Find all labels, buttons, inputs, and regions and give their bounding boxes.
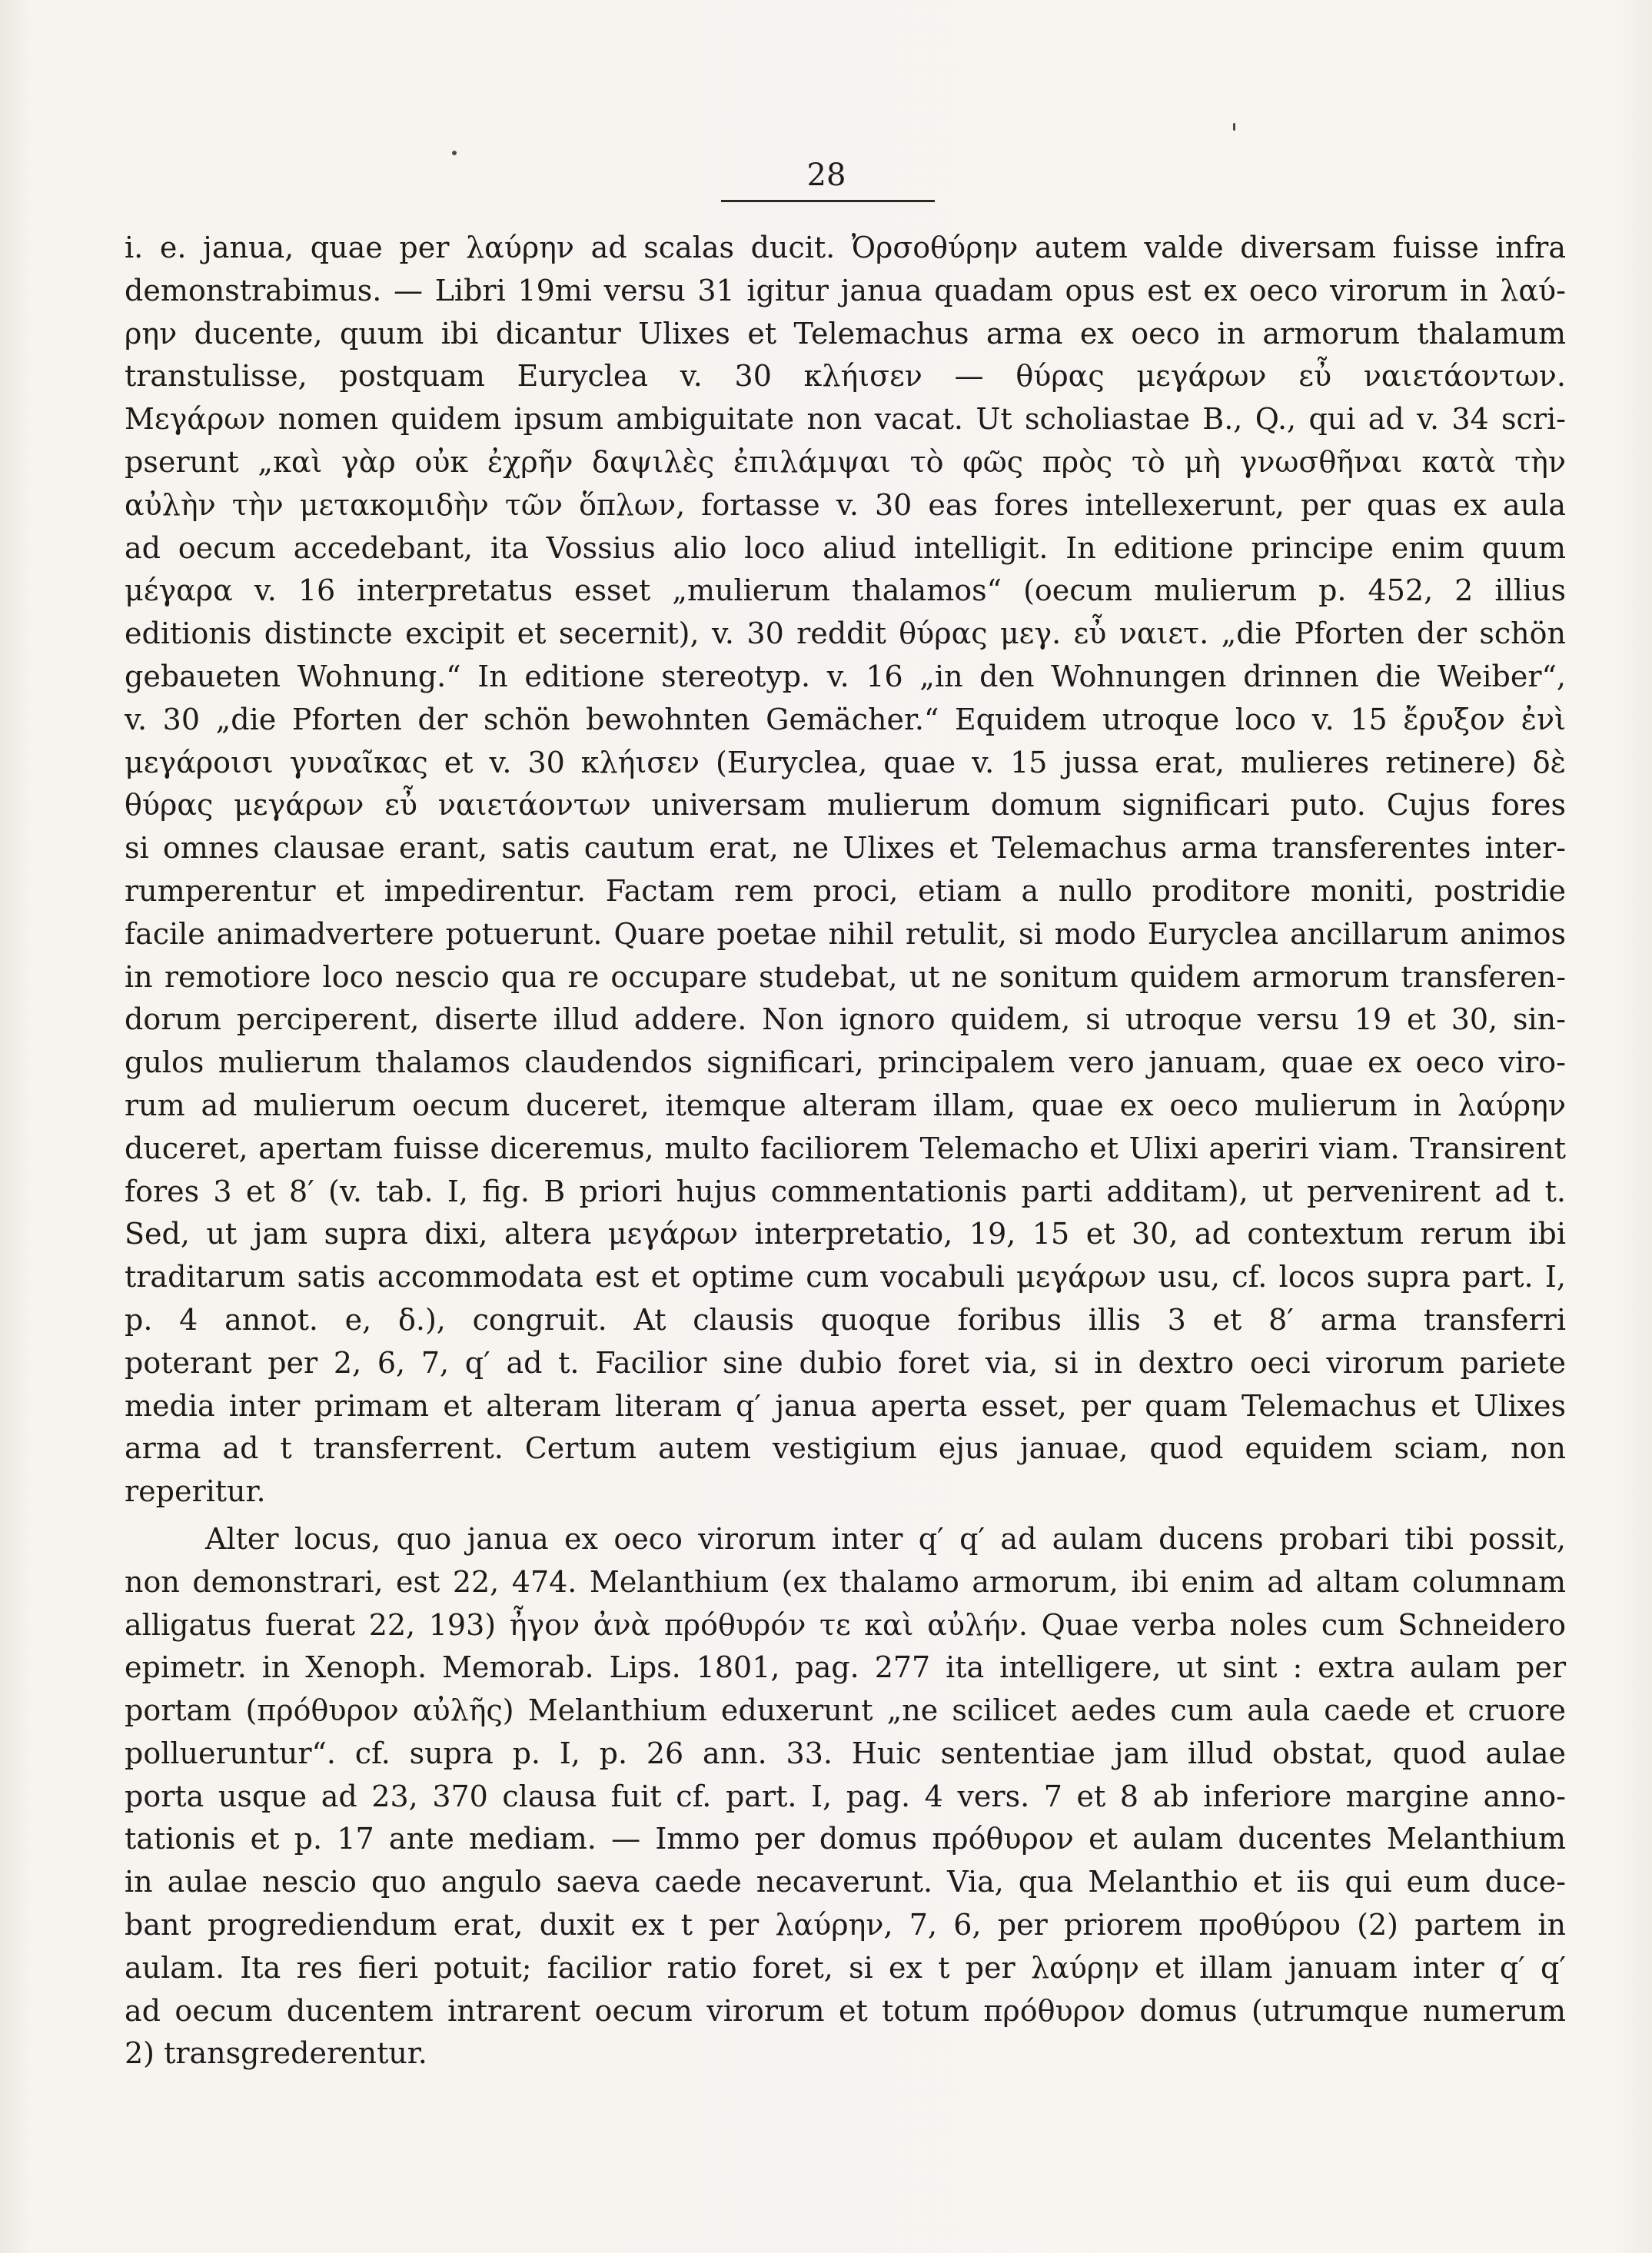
text-line: epimetr. in Xenoph. Memorab. Lips. 1801, pag. 277 ita intelligere, ut sint : extra aulam per: [125, 1650, 1566, 1685]
text-line: demonstrabimus. — Libri 19mi versu 31 igitur janua quadam opus est ex oeco virorum in λαύ-: [125, 273, 1566, 307]
text-line: porta usque ad 23, 370 clausa fuit cf. part. I, pag. 4 vers. 7 et 8 ab inferiore margine anno-: [125, 1779, 1566, 1813]
text-line: in remotiore loco nescio qua re occupare studebat, ut ne sonitum quidem armorum transferen-: [125, 959, 1566, 994]
body-text: [125, 227, 1566, 2075]
text-line: fores 3 et 8′ (v. tab. I, fig. B priori hujus commentationis parti additam), ut pervenirent ad t.: [125, 1174, 1566, 1208]
text-line: aulam. Ita res fieri potuit; facilior ratio foret, si ex t per λαύρην et illam januam inter q′ q′: [125, 1950, 1566, 1985]
text-line: si omnes clausae erant, satis cautum erat, ne Ulixes et Telemachus arma transferentes inter-: [125, 831, 1566, 866]
ink-speck: [1233, 123, 1235, 131]
text-line: ad oecum accedebant, ita Vossius alio loco aliud intelligit. In editione principe enim quum: [125, 530, 1566, 565]
text-line: pollueruntur“. cf. supra p. I, p. 26 ann. 33. Huic sententiae jam illud obstat, quod aulae: [125, 1736, 1566, 1770]
text-line: alligatus fuerat 22, 193) ἦγον ἀνὰ πρόθυρόν τε καὶ αὐλήν. Quae verba noles cum Schneidero: [125, 1607, 1566, 1642]
text-line: p. 4 annot. e, δ.), congruit. At clausis quoque foribus illis 3 et 8′ arma transferri: [125, 1302, 1566, 1337]
text-line: media inter primam et alteram literam q′ janua aperta esset, per quam Telemachus et Ulixes: [125, 1388, 1566, 1423]
text-line: portam (πρόθυρον αὐλῆς) Melanthium eduxerunt „ne scilicet aedes cum aula caede et cruore: [125, 1693, 1566, 1728]
text-line: arma ad t transferrent. Certum autem vestigium ejus januae, quod equidem sciam, non: [125, 1431, 1566, 1466]
text-line: μέγαρα v. 16 interpretatus esset „mulierum thalamos“ (oecum mulierum p. 452, 2 illius: [125, 573, 1566, 608]
text-line: Sed, ut jam supra dixi, altera μεγάρων interpretatio, 19, 15 et 30, ad contextum rerum ibi: [125, 1217, 1566, 1251]
text-line: v. 30 „die Pforten der schön bewohnten Gemächer.“ Equidem utroque loco v. 15 ἔρυξον ἐνὶ: [125, 702, 1566, 736]
text-line: i. e. janua, quae per λαύρην ad scalas ducit. Ὀρσοθύρην autem valde diversam fuisse infra: [125, 231, 1566, 264]
text-line: ad oecum ducentem intrarent oecum virorum et totum πρόθυρον domus (utrumque numerum: [125, 1993, 1566, 2028]
text-line: Alter locus, quo janua ex oeco virorum inter q′ q′ ad aulam ducens probari tibi possit,: [205, 1521, 1566, 1556]
text-line: duceret, apertam fuisse diceremus, multo faciliorem Telemacho et Ulixi aperiri viam. Transirent: [125, 1131, 1566, 1165]
text-line: bant progrediendum erat, duxit ex t per λαύρην, 7, 6, per priorem προθύρου (2) partem in: [125, 1908, 1566, 1942]
header-rule: [721, 200, 935, 202]
page-number: 28: [806, 158, 846, 193]
text-line: θύρας μεγάρων εὖ ναιετάοντων universam mulierum domum significari puto. Cujus fores: [125, 788, 1566, 822]
text-line: rumperentur et impedirentur. Factam rem proci, etiam a nullo proditore moniti, postridie: [125, 873, 1566, 908]
text-line: traditarum satis accommodata est et optime cum vocabuli μεγάρων usu, cf. locos supra part. I,: [125, 1260, 1566, 1294]
text-line: 2) transgrederentur.: [125, 2036, 427, 2071]
text-line: in aulae nescio quo angulo saeva caede necaverunt. Via, qua Melanthio et iis qui eum duce-: [125, 1865, 1566, 1899]
text-line: rum ad mulierum oecum duceret, itemque alteram illam, quae ex oeco mulierum in λαύρην: [125, 1088, 1566, 1122]
ink-speck: [452, 151, 457, 155]
text-line: facile animadvertere potuerunt. Quare poetae nihil retulit, si modo Euryclea ancillarum animos: [125, 916, 1566, 951]
text-line: transtulisse, postquam Euryclea v. 30 κλήισεν — θύρας μεγάρων εὖ ναιετάοντων.: [125, 359, 1566, 394]
text-line: editionis distincte excipit et secernit), v. 30 reddit θύρας μεγ. εὖ ναιετ. „die Pforten der schön: [125, 616, 1566, 651]
text-line: pserunt „καὶ γὰρ οὐκ ἐχρῆν δαψιλὲς ἐπιλάμψαι τὸ φῶς πρὸς τὸ μὴ γνωσθῆναι κατὰ τὴν: [125, 444, 1566, 479]
text-line: dorum perciperent, diserte illud addere. Non ignoro quidem, si utroque versu 19 et 30, sin-: [125, 1002, 1566, 1037]
text-line: Μεγάρων nomen quidem ipsum ambiguitate non vacat. Ut scholiastae B., Q., qui ad v. 34 scri-: [125, 402, 1566, 437]
text-line: μεγάροισι γυναῖκας et v. 30 κλήισεν (Euryclea, quae v. 15 jussa erat, mulieres retinere) δὲ: [125, 745, 1566, 779]
text-line: reperitur.: [125, 1474, 266, 1509]
text-line: gulos mulierum thalamos claudendos significari, principalem vero januam, quae ex oeco viro-: [125, 1045, 1566, 1080]
text-line: gebaueten Wohnung.“ In editione stereotyp. v. 16 „in den Wohnungen drinnen die Weiber“,: [125, 659, 1566, 693]
text-line: tationis et p. 17 ante mediam. — Immo per domus πρόθυρον et aulam ducentes Melanthium: [125, 1822, 1566, 1856]
text-line: αὐλὴν τὴν μετακομιδὴν τῶν ὅπλων, fortasse v. 30 eas fores intellexerunt, per quas ex aula: [125, 487, 1566, 522]
text-line: ρην ducente, quum ibi dicantur Ulixes et Telemachus arma ex oeco in armorum thalamum: [125, 316, 1566, 351]
text-line: non demonstrari, est 22, 474. Melanthium (ex thalamo armorum, ibi enim ad altam columnam: [125, 1564, 1566, 1599]
text-line: poterant per 2, 6, 7, q′ ad t. Facilior sine dubio foret via, si in dextro oeci virorum pariete: [125, 1345, 1566, 1380]
